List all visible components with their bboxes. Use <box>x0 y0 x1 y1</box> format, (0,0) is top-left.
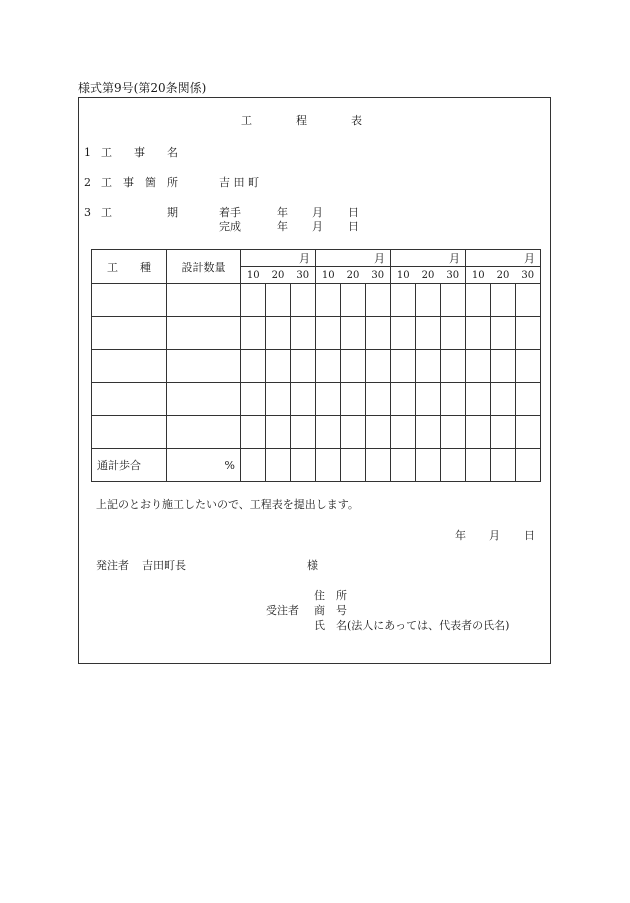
schedule-cell <box>466 416 491 449</box>
design-quantity-cell <box>167 317 241 350</box>
schedule-cell <box>516 317 541 350</box>
design-quantity-cell <box>167 383 241 416</box>
date-year: 年 <box>455 529 466 542</box>
schedule-cell <box>341 416 366 449</box>
item2-value: 吉 田 町 <box>219 176 259 189</box>
schedule-cell <box>491 317 516 350</box>
date-month: 月 <box>489 529 500 542</box>
schedule-cell <box>466 350 491 383</box>
total-cell <box>391 449 416 482</box>
address-label: 住 所 <box>314 589 347 602</box>
header-design-quantity: 設計数量 <box>167 250 241 284</box>
end-month: 月 <box>312 220 323 233</box>
schedule-table <box>91 249 541 482</box>
schedule-cell <box>416 416 441 449</box>
header-day: 10 <box>391 267 416 284</box>
schedule-cell <box>466 284 491 317</box>
item2-label: 工 事 箇 所 <box>101 176 178 189</box>
start-month: 月 <box>312 206 323 219</box>
header-day: 20 <box>491 267 516 284</box>
table-row <box>92 284 541 317</box>
schedule-cell <box>291 383 316 416</box>
schedule-cell <box>341 284 366 317</box>
schedule-cell <box>366 350 391 383</box>
schedule-cell <box>416 284 441 317</box>
schedule-cell <box>316 284 341 317</box>
header-day: 10 <box>241 267 266 284</box>
work-type-cell <box>92 284 167 317</box>
total-cell <box>241 449 266 482</box>
schedule-cell <box>241 284 266 317</box>
schedule-cell <box>366 383 391 416</box>
schedule-cell <box>241 317 266 350</box>
item1-number: 1 <box>84 146 91 159</box>
end-day: 日 <box>348 220 359 233</box>
header-day: 20 <box>341 267 366 284</box>
schedule-cell <box>466 383 491 416</box>
total-cell <box>366 449 391 482</box>
header-month: 月 <box>466 250 541 267</box>
work-type-cell <box>92 383 167 416</box>
total-progress-label: 通計歩合 <box>92 449 167 482</box>
schedule-cell <box>441 416 466 449</box>
table-row <box>92 383 541 416</box>
schedule-cell <box>266 284 291 317</box>
schedule-cell <box>391 383 416 416</box>
total-cell <box>416 449 441 482</box>
header-work-type: 工 種 <box>92 250 167 284</box>
orderer-name: 吉田町長 <box>142 559 186 572</box>
schedule-cell <box>391 350 416 383</box>
schedule-cell <box>416 317 441 350</box>
schedule-cell <box>341 317 366 350</box>
header-day: 20 <box>416 267 441 284</box>
schedule-cell <box>491 284 516 317</box>
header-day: 30 <box>516 267 541 284</box>
start-label: 着手 <box>219 206 241 219</box>
schedule-cell <box>391 284 416 317</box>
work-type-cell <box>92 317 167 350</box>
schedule-cell <box>516 383 541 416</box>
honorific: 様 <box>307 559 318 572</box>
schedule-cell <box>491 350 516 383</box>
design-quantity-cell <box>167 284 241 317</box>
total-cell <box>266 449 291 482</box>
total-cell <box>291 449 316 482</box>
header-day: 30 <box>291 267 316 284</box>
work-type-cell <box>92 416 167 449</box>
schedule-cell <box>316 383 341 416</box>
schedule-cell <box>366 284 391 317</box>
schedule-cell <box>291 416 316 449</box>
total-cell <box>341 449 366 482</box>
schedule-cell <box>491 383 516 416</box>
end-year: 年 <box>277 220 288 233</box>
schedule-cell <box>316 350 341 383</box>
schedule-cell <box>266 350 291 383</box>
schedule-cell <box>341 350 366 383</box>
schedule-cell <box>266 383 291 416</box>
header-day: 30 <box>441 267 466 284</box>
schedule-cell <box>441 350 466 383</box>
schedule-cell <box>441 284 466 317</box>
schedule-cell <box>366 317 391 350</box>
schedule-cell <box>516 284 541 317</box>
header-day: 10 <box>466 267 491 284</box>
schedule-cell <box>291 317 316 350</box>
schedule-cell <box>291 284 316 317</box>
design-quantity-cell <box>167 416 241 449</box>
header-month: 月 <box>241 250 316 267</box>
schedule-cell <box>266 416 291 449</box>
start-day: 日 <box>348 206 359 219</box>
item2-number: 2 <box>84 176 91 189</box>
schedule-cell <box>416 383 441 416</box>
schedule-cell <box>516 416 541 449</box>
schedule-cell <box>316 317 341 350</box>
table-row <box>92 317 541 350</box>
schedule-cell <box>366 416 391 449</box>
orderer-label: 発注者 <box>96 559 129 572</box>
schedule-cell <box>516 350 541 383</box>
schedule-cell <box>266 317 291 350</box>
header-day: 10 <box>316 267 341 284</box>
schedule-cell <box>291 350 316 383</box>
schedule-cell <box>241 383 266 416</box>
schedule-cell <box>416 350 441 383</box>
total-cell <box>491 449 516 482</box>
schedule-cell <box>441 383 466 416</box>
end-label: 完成 <box>219 220 241 233</box>
schedule-cell <box>341 383 366 416</box>
submission-statement: 上記のとおり施工したいので、工程表を提出します。 <box>96 498 359 511</box>
schedule-cell <box>241 416 266 449</box>
total-cell <box>441 449 466 482</box>
header-day: 30 <box>366 267 391 284</box>
header-month: 月 <box>391 250 466 267</box>
schedule-cell <box>391 416 416 449</box>
design-quantity-cell <box>167 350 241 383</box>
total-cell <box>316 449 341 482</box>
work-type-cell <box>92 350 167 383</box>
item1-label: 工 事 名 <box>101 146 178 159</box>
table-row <box>92 416 541 449</box>
schedule-cell <box>441 317 466 350</box>
item3-label: 工 期 <box>101 206 178 219</box>
schedule-cell <box>241 350 266 383</box>
schedule-cell <box>491 416 516 449</box>
date-day: 日 <box>524 529 535 542</box>
trade-name-label: 商 号 <box>314 604 347 617</box>
schedule-cell <box>466 317 491 350</box>
schedule-cell <box>316 416 341 449</box>
total-cell <box>466 449 491 482</box>
schedule-cell <box>391 317 416 350</box>
form-title: 工 程 表 <box>241 114 362 127</box>
header-day: 20 <box>266 267 291 284</box>
total-cell <box>516 449 541 482</box>
header-month: 月 <box>316 250 391 267</box>
table-row <box>92 350 541 383</box>
item3-number: 3 <box>84 206 91 219</box>
contractor-label: 受注者 <box>266 604 299 617</box>
name-label: 氏 名(法人にあっては、代表者の氏名) <box>314 619 510 632</box>
form-number: 様式第9号(第20条関係) <box>78 81 207 95</box>
total-percent-unit: % <box>167 449 241 482</box>
start-year: 年 <box>277 206 288 219</box>
